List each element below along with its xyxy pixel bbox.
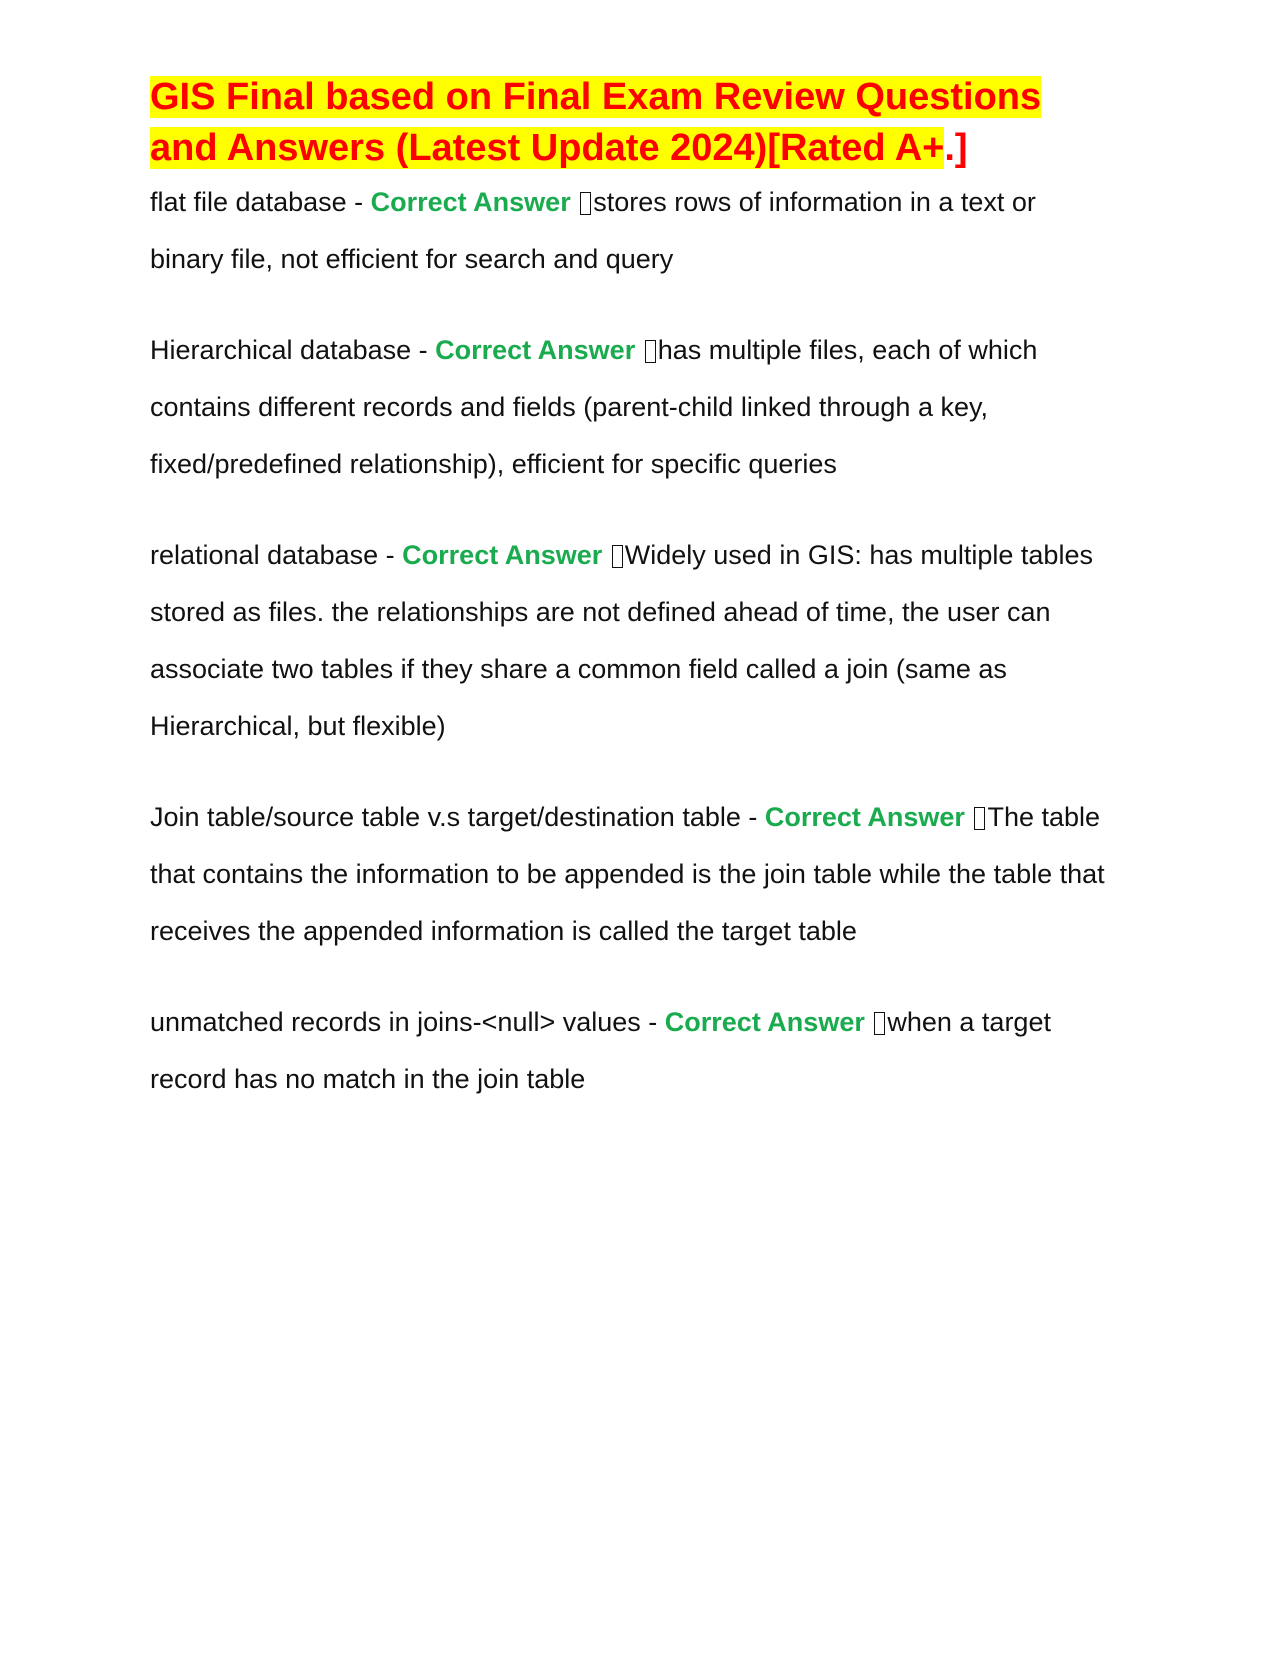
missing-glyph-icon <box>874 1012 885 1035</box>
missing-glyph-icon <box>580 192 591 215</box>
qa-definition: The table that contains the information to be appended is the join table while the table that receives the appended information is called the target table <box>150 802 1105 946</box>
qa-definition: Widely used in GIS: has multiple tables stored as files. the relationships are not defined ahead of time, the user can associate two tables if they share a common field called a join (same as Hierarchical, but flexible) <box>150 540 1093 741</box>
title-trailing-text: .] <box>944 127 968 169</box>
qa-entry-relational <box>150 527 1110 755</box>
document-title <box>150 72 1110 174</box>
qa-term: Join table/source table v.s target/destination table <box>150 802 741 832</box>
missing-glyph-icon <box>974 807 985 830</box>
qa-definition: when a target record has no match in the join table <box>150 1007 1051 1094</box>
correct-answer-label: Correct Answer <box>435 335 636 365</box>
qa-separator: - <box>346 187 371 217</box>
missing-glyph-icon <box>612 545 623 568</box>
qa-separator: - <box>411 335 436 365</box>
qa-term: Hierarchical database <box>150 335 412 365</box>
title-highlighted-text: GIS Final based on Final Exam Review Questions and Answers (Latest Update 2024)[Rated A+ <box>150 76 1042 169</box>
missing-glyph-icon <box>645 340 656 363</box>
correct-answer-label: Correct Answer <box>764 802 965 832</box>
document-page <box>150 72 1110 1108</box>
qa-separator: - <box>378 540 403 570</box>
qa-definition: has multiple files, each of which contains different records and fields (parent-child linked through a key, fixed/predefined relationship), efficient for specific queries <box>150 335 1038 479</box>
qa-definition: stores rows of information in a text or binary file, not efficient for search and query <box>150 187 1036 274</box>
qa-entry-unmatched-records <box>150 994 1110 1108</box>
qa-entry-hierarchical <box>150 322 1110 493</box>
correct-answer-label: Correct Answer <box>664 1007 865 1037</box>
correct-answer-label: Correct Answer <box>370 187 571 217</box>
qa-term: unmatched records in joins-<null> values <box>150 1007 641 1037</box>
qa-term: relational database <box>150 540 379 570</box>
qa-entry-join-table <box>150 789 1110 960</box>
qa-term: flat file database <box>150 187 347 217</box>
qa-separator: - <box>740 802 765 832</box>
correct-answer-label: Correct Answer <box>402 540 603 570</box>
qa-separator: - <box>640 1007 665 1037</box>
qa-entry-flat-file <box>150 174 1110 288</box>
